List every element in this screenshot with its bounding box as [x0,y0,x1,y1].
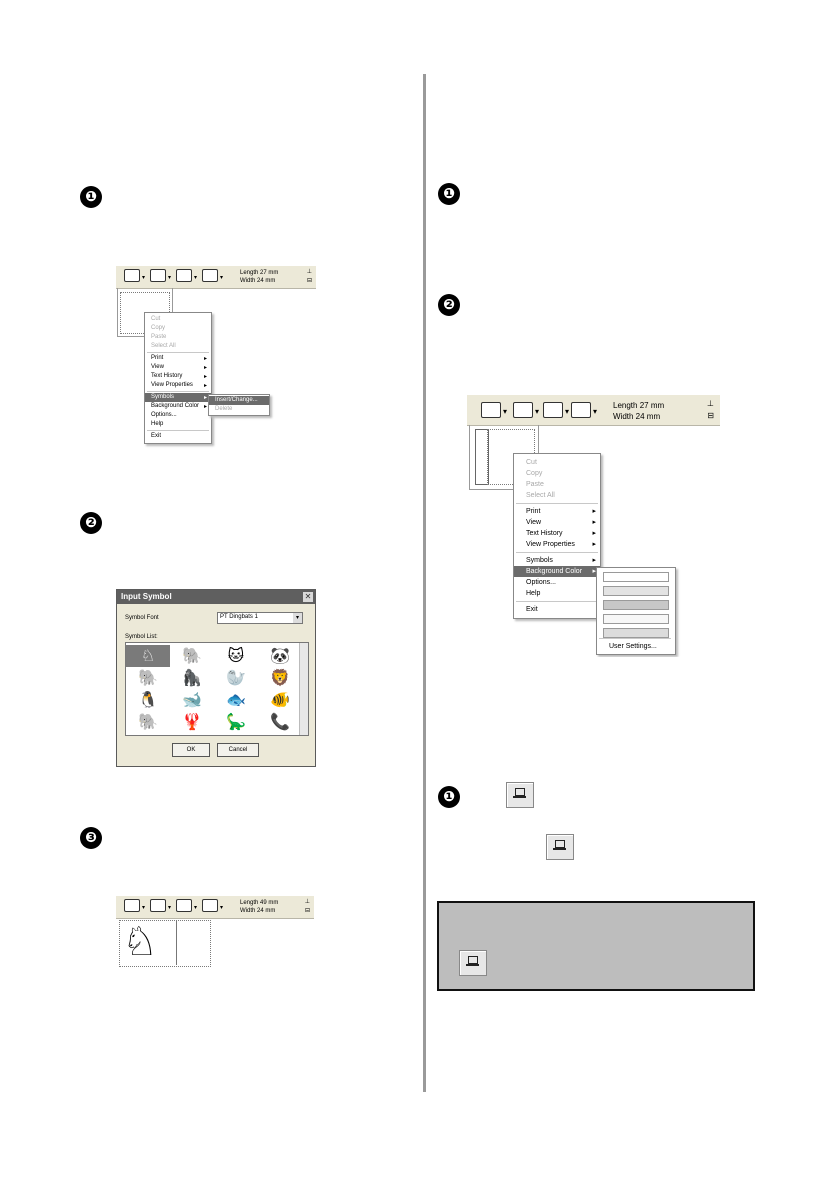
menu-item-label: View Properties [151,382,193,388]
width-readout: Width 24 mm [240,278,276,284]
menu-item-label: Background Color [151,403,200,409]
symbol-cell[interactable]: 🦞 [182,712,202,731]
tape-position-button[interactable] [506,782,534,808]
text-style-icon[interactable] [202,899,218,912]
chevron-right-icon: ▸ [592,567,596,575]
menu-item-background-color[interactable] [514,566,600,577]
chevron-right-icon: ▸ [592,529,596,537]
menu-separator [599,638,671,639]
tape-bottom-icon[interactable]: ⊟ [707,411,714,420]
menu-item-label: Text History [151,373,183,379]
tape-position-icon-base [466,964,479,966]
color-swatch[interactable] [603,600,669,610]
step-2-marker: ❷ [438,294,460,316]
tape-position-icon [515,788,525,796]
menu-item-background-color[interactable] [145,402,211,411]
symbol-cell[interactable]: 🐘 [138,712,158,731]
step-3-marker: ❸ [80,827,102,849]
menu-item-view[interactable] [514,517,600,528]
toolbar [116,266,316,289]
context-menu [513,453,601,619]
chevron-down-icon[interactable]: ▾ [293,613,302,623]
screenshot-background-color-menu [467,395,720,657]
symbol-cell[interactable]: 🦍 [182,668,202,687]
menu-item-print[interactable] [145,354,211,363]
menu-item-text-history[interactable] [514,528,600,539]
menu-item-label: Print [151,355,164,361]
step-1-marker: ❶ [438,183,460,205]
symbol-cell[interactable]: ♘ [126,645,170,667]
menu-item-view[interactable] [145,363,211,372]
chevron-right-icon: ▸ [592,507,596,515]
menu-item-exit[interactable]: Exit [151,433,162,439]
menu-separator [516,601,598,602]
menu-item-copy: Copy [151,325,166,331]
symbols-submenu [208,394,270,416]
symbol-cell[interactable]: 🐘 [182,646,202,665]
chevron-right-icon: ▸ [203,394,207,401]
menu-item-options[interactable]: Options... [151,412,177,418]
menu-item-print[interactable] [514,506,600,517]
menu-item-label: Text History [526,530,563,537]
align-icon[interactable] [176,899,192,912]
menu-item-paste: Paste [526,481,544,488]
color-swatch[interactable] [603,572,669,582]
close-icon[interactable]: ✕ [304,592,312,601]
screenshot-inserted-symbol [116,896,314,968]
symbol-cell[interactable]: 🐧 [138,690,158,709]
symbol-font-label: Symbol Font [125,615,159,621]
length-readout: Length 27 mm [613,401,665,410]
chevron-down-icon[interactable]: ▾ [168,274,172,281]
screenshot-context-menu-symbols [116,266,316,452]
menu-item-select-all: Select All [526,492,555,499]
layout-icon[interactable] [124,899,140,912]
chevron-down-icon[interactable]: ▾ [535,407,540,416]
ok-button[interactable]: OK [172,743,210,757]
symbol-font-select[interactable] [217,612,303,624]
text-style-icon[interactable] [202,269,218,282]
dialog-title: Input Symbol [117,590,315,604]
tape-position-icon [468,956,478,964]
chevron-down-icon[interactable]: ▾ [503,407,508,416]
symbol-cell[interactable]: 🐘 [138,668,158,687]
symbol-cell[interactable]: 🐱 [227,646,245,665]
menu-item-cut: Cut [526,459,537,466]
menu-item-copy: Copy [526,470,543,477]
chevron-right-icon: ▸ [203,355,207,362]
step-1-marker: ❶ [80,186,102,208]
symbol-list[interactable] [125,642,309,736]
tape-bottom-icon[interactable]: ⊟ [304,907,310,914]
layout-icon[interactable] [481,402,501,418]
text-style-icon[interactable] [571,402,591,418]
symbol-cell[interactable]: 🐋 [182,690,202,709]
tape-position-button[interactable] [546,834,574,860]
tape-divider [176,920,177,965]
length-readout: Length 49 mm [240,900,279,906]
menu-item-label: Background Color [526,568,583,575]
frame-icon[interactable] [150,899,166,912]
color-swatch[interactable] [603,614,669,624]
width-readout: Width 24 mm [240,908,276,914]
menu-item-label: Symbols [151,394,175,400]
menu-separator [516,552,598,553]
chevron-right-icon: ▸ [592,518,596,526]
menu-item-insert-change[interactable]: Insert/Change... [209,396,269,405]
layout-icon[interactable] [124,269,140,282]
background-color-submenu [596,567,676,655]
menu-separator [147,352,209,353]
toolbar [467,395,720,426]
menu-item-options[interactable]: Options... [526,579,556,586]
step-2-marker: ❷ [80,512,102,534]
context-menu [144,312,212,444]
length-readout: Length 27 mm [240,270,279,276]
chevron-right-icon: ▸ [203,382,207,389]
symbol-cell[interactable]: 📞 [270,712,290,731]
menu-item-label: Symbols [526,557,553,564]
chevron-down-icon[interactable]: ▾ [168,904,172,911]
symbol-font-value: PT Dingbats 1 [220,614,258,620]
menu-item-label: Print [526,508,541,515]
menu-item-select-all: Select All [151,343,176,349]
menu-item-help[interactable]: Help [526,590,541,597]
symbol-cell[interactable]: 🐼 [270,646,290,665]
chevron-down-icon[interactable]: ▾ [142,274,146,281]
symbol-cell[interactable]: 🦭 [226,668,246,687]
toolbar [116,896,314,919]
symbol-cell[interactable]: 🐠 [270,690,290,709]
chevron-down-icon[interactable]: ▾ [593,407,598,416]
step-1-marker: ❶ [438,786,460,808]
chevron-down-icon[interactable]: ▾ [194,904,198,911]
menu-item-symbols[interactable] [514,555,600,566]
menu-item-view-properties[interactable] [145,381,211,390]
column-divider [423,74,426,1092]
frame-icon[interactable] [150,269,166,282]
tape-position-icon-base [513,796,526,798]
chevron-down-icon[interactable]: ▾ [220,904,224,911]
note-box [437,901,755,991]
chevron-right-icon: ▸ [592,556,596,564]
color-swatch[interactable] [603,586,669,596]
align-icon[interactable] [543,402,563,418]
menu-item-label: View [151,364,164,370]
chevron-down-icon[interactable]: ▾ [565,407,570,416]
menu-item-exit[interactable]: Exit [526,606,538,613]
menu-item-text-history[interactable] [145,372,211,381]
cancel-button[interactable]: Cancel [217,743,259,757]
menu-item-user-settings[interactable]: User Settings... [609,643,657,650]
tape-position-button[interactable] [459,950,487,976]
align-icon[interactable] [176,269,192,282]
menu-item-symbols[interactable] [145,393,211,402]
tape-top-icon[interactable]: ⊥ [304,898,310,905]
menu-separator [516,503,598,504]
chevron-down-icon[interactable]: ▾ [142,904,146,911]
menu-separator [147,391,209,392]
inserted-symbol: ♘ [122,919,158,965]
tape-top-icon[interactable]: ⊥ [306,268,312,275]
width-readout: Width 24 mm [613,412,661,421]
chevron-down-icon[interactable]: ▾ [194,274,198,281]
chevron-right-icon: ▸ [203,373,207,380]
menu-item-delete: Delete [215,406,233,412]
chevron-right-icon: ▸ [203,364,207,371]
tape-bottom-icon[interactable]: ⊟ [306,277,312,284]
frame-icon[interactable] [513,402,533,418]
symbol-cell[interactable]: 🦕 [226,712,246,731]
menu-item-help[interactable]: Help [151,421,164,427]
chevron-right-icon: ▸ [592,540,596,548]
menu-item-view-properties[interactable] [514,539,600,550]
menu-item-label: View [526,519,542,526]
menu-item-paste: Paste [151,334,167,340]
menu-separator [147,430,209,431]
tape-top-icon[interactable]: ⊥ [707,399,714,408]
menu-item-label: View Properties [526,541,575,548]
chevron-right-icon: ▸ [203,403,207,410]
tape-position-icon-base [553,848,566,850]
tape-position-icon [555,840,565,848]
color-swatch[interactable] [603,628,669,638]
scrollbar[interactable] [299,643,308,735]
symbol-list-label: Symbol List: [125,634,158,640]
chevron-down-icon[interactable]: ▾ [220,274,224,281]
symbol-cell[interactable]: 🦁 [270,668,290,687]
menu-item-cut: Cut [151,316,161,322]
symbol-cell[interactable]: 🐟 [226,690,246,709]
input-symbol-dialog [116,589,316,767]
